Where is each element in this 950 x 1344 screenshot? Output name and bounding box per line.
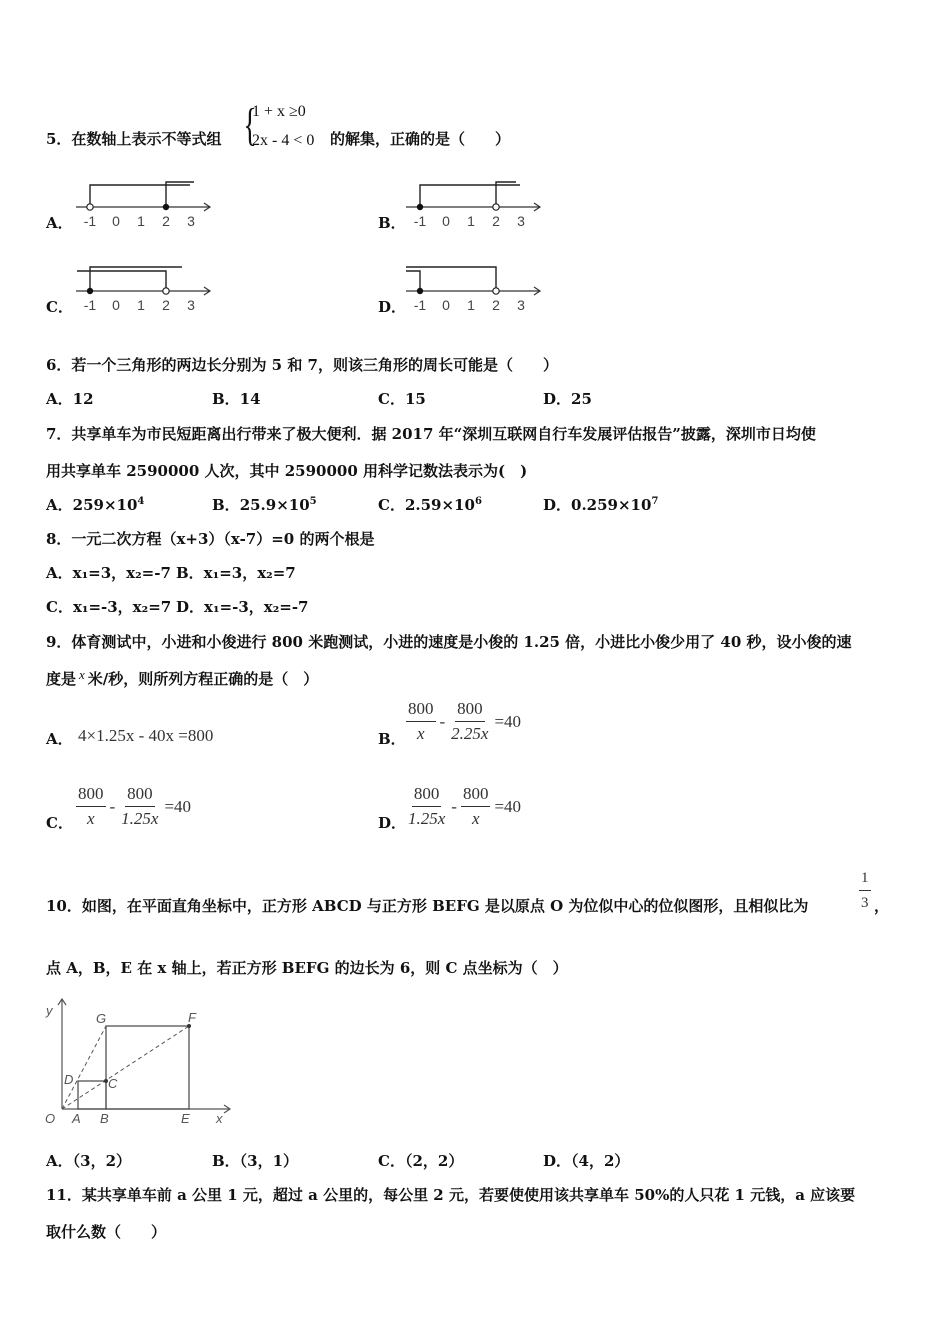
- svg-text:2: 2: [162, 213, 170, 229]
- q5-option-a-label[interactable]: A．: [46, 214, 73, 232]
- svg-text:0: 0: [112, 213, 120, 229]
- svg-text:x: x: [216, 1111, 223, 1126]
- svg-text:-1: -1: [83, 213, 97, 229]
- q10-figure: [40, 995, 240, 1130]
- svg-text:-1: -1: [83, 297, 97, 313]
- q10-stem-line2: 点 A，B，E 在 x 轴上，若正方形 BEFG 的边长为 6，则 C 点坐标为（ ）: [46, 959, 568, 977]
- q6-option-d[interactable]: D．25: [543, 390, 592, 408]
- svg-text:0: 0: [442, 213, 450, 229]
- svg-text:y: y: [46, 1003, 53, 1018]
- q5-option-c-label[interactable]: C．: [46, 298, 73, 316]
- q9-option-d-label[interactable]: D．: [378, 814, 407, 832]
- q8-option-d[interactable]: D．x₁=-3，x₂=-7: [176, 598, 309, 616]
- q5-system-brace: {: [243, 99, 257, 150]
- q10-option-b[interactable]: B．（3，1）: [212, 1152, 299, 1170]
- svg-text:3: 3: [187, 213, 195, 229]
- q6-option-a[interactable]: A．12: [46, 390, 94, 408]
- q9-option-a-equation: 4×1.25x - 40x =800: [78, 726, 214, 745]
- q9-option-c-label[interactable]: C．: [46, 814, 73, 832]
- q11-stem-line2: 取什么数（ ）: [46, 1223, 167, 1241]
- q7-stem-line1: 7．共享单车为市民短距离出行带来了极大便利．据 2017 年“深圳互联网自行车发展评估报告”披露，深圳市日均使: [46, 425, 816, 443]
- q9-option-d-equation: $\frac{800}{1.25x}$ - $\frac{800}{x}$ =40: [408, 784, 522, 828]
- svg-text:O: O: [45, 1111, 56, 1126]
- q8-option-a[interactable]: A．x₁=3，x₂=-7: [46, 564, 171, 582]
- svg-text:C: C: [108, 1076, 118, 1091]
- svg-text:-1: -1: [413, 297, 427, 313]
- q9-d-fraction-1: $\frac{800}{1.25x}$: [408, 784, 446, 828]
- q9-option-b-equation: $\frac{800}{x}$ - $\frac{800}{2.25x}$ =40: [408, 699, 522, 743]
- q6-option-c[interactable]: C．15: [378, 390, 426, 408]
- q5-stem-prefix: 5．在数轴上表示不等式组: [46, 130, 222, 148]
- svg-text:0: 0: [442, 297, 450, 313]
- q5-inequality-1: 1 + x ≥0: [252, 103, 306, 120]
- q7-option-a[interactable]: A．$259\times 10^4$: [46, 496, 145, 514]
- q10-option-c[interactable]: C．（2，2）: [378, 1152, 464, 1170]
- q7-stem-line2: 用共享单车 2590000 人次，其中 2590000 用科学记数法表示为( ): [46, 462, 528, 480]
- q9-stem-line1: 9．体育测试中，小进和小俊进行 800 米跑测试，小进的速度是小俊的 1.25 倍，小进比小俊少用了 40 秒，设小俊的速: [46, 633, 852, 651]
- svg-text:D: D: [64, 1072, 74, 1087]
- svg-text:A: A: [72, 1111, 81, 1126]
- q10-stem-line1: 10．如图，在平面直角坐标中，正方形 ABCD 与正方形 BEFG 是以原点 O 为位似中心的位似图形，且相似比为: [46, 897, 809, 915]
- q7-option-b[interactable]: B．$25.9\times 10^5$: [212, 496, 317, 514]
- q9-b-fraction-1: $\frac{800}{x}$: [408, 699, 434, 743]
- q10-option-a[interactable]: A．（3，2）: [46, 1152, 132, 1170]
- q10-option-d[interactable]: D．（4，2）: [543, 1152, 630, 1170]
- q9-option-c-equation: $\frac{800}{x}$ - $\frac{800}{1.25x}$ =40: [78, 784, 192, 828]
- svg-text:3: 3: [517, 297, 525, 313]
- q9-stem-line2: 度是 x 米/秒，则所列方程正确的是（ ）: [46, 667, 319, 688]
- svg-text:1: 1: [467, 297, 475, 313]
- svg-text:E: E: [181, 1111, 190, 1126]
- svg-text:G: G: [96, 1011, 107, 1026]
- q7-option-c[interactable]: C．$2.59\times 10^6$: [378, 496, 482, 514]
- svg-text:1: 1: [137, 213, 145, 229]
- q8-stem: 8．一元二次方程（x+3）（x-7）=0 的两个根是: [46, 530, 375, 548]
- q10-stem-line1-end: ，: [874, 897, 890, 915]
- q5-stem-suffix: 的解集，正确的是（ ）: [330, 130, 511, 148]
- svg-text:-1: -1: [413, 213, 427, 229]
- q9-option-b-label[interactable]: B．: [378, 730, 406, 748]
- q7-option-d[interactable]: D．$0.259\times 10^7$: [543, 496, 659, 514]
- q5-numberline-b: [402, 180, 548, 232]
- svg-text:2: 2: [492, 213, 500, 229]
- svg-text:2: 2: [162, 297, 170, 313]
- svg-text:1: 1: [137, 297, 145, 313]
- q9-option-a-label[interactable]: A．: [46, 730, 73, 748]
- q5-inequality-2: 2x - 4 < 0: [252, 132, 315, 149]
- q10-ratio-fraction: $\frac{1}{3}$: [861, 870, 869, 911]
- q6-stem: 6．若一个三角形的两边长分别为 5 和 7，则该三角形的周长可能是（ ）: [46, 356, 558, 374]
- svg-text:3: 3: [187, 297, 195, 313]
- q9-b-fraction-2: $\frac{800}{2.25x}$: [451, 699, 489, 743]
- q8-option-b[interactable]: B．x₁=3，x₂=7: [176, 564, 296, 582]
- q9-c-fraction-2: $\frac{800}{1.25x}$: [121, 784, 159, 828]
- q5-numberline-a: [72, 180, 218, 232]
- svg-text:B: B: [100, 1111, 109, 1126]
- q6-option-b[interactable]: B．14: [212, 390, 261, 408]
- svg-text:F: F: [188, 1010, 196, 1025]
- q9-d-fraction-2: $\frac{800}{x}$: [462, 784, 489, 828]
- svg-text:0: 0: [112, 297, 120, 313]
- q5-numberline-d: [402, 264, 548, 316]
- q5-numberline-c: [72, 264, 218, 316]
- svg-text:1: 1: [467, 213, 475, 229]
- svg-text:2: 2: [492, 297, 500, 313]
- q5-option-b-label[interactable]: B．: [378, 214, 406, 232]
- q8-option-c[interactable]: C．x₁=-3，x₂=7: [46, 598, 172, 616]
- q9-c-fraction-1: $\frac{800}{x}$: [78, 784, 104, 828]
- svg-text:3: 3: [517, 213, 525, 229]
- q5-option-d-label[interactable]: D．: [378, 298, 407, 316]
- q11-stem-line1: 11．某共享单车前 a 公里 1 元，超过 a 公里的，每公里 2 元，若要使使用该共享单车 50%的人只花 1 元钱，a 应该要: [46, 1186, 856, 1204]
